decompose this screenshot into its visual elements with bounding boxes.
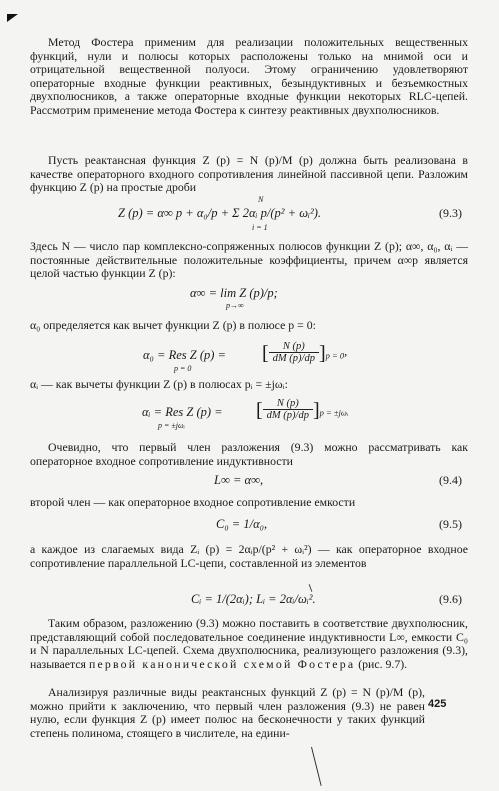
fraction-denominator: dM (p)/dp (266, 410, 309, 421)
equation-9-3-sum-lower: i = 1 (252, 223, 268, 232)
figure-reference: (рис. 9.7). (358, 656, 408, 671)
paragraph-foster-scheme-text: Таким образом, разложению (9.3) можно поставить в соответствие двухполюсник, представляющий собой последовательное соединение индуктивности L∞, емкости C₀ и N параллельных LC-цепей. Схема двухполюсника, реализующего разложения (9.3), называется (30, 616, 468, 671)
paragraph-lc-circuit: а каждое из слагаемых вида Zᵢ (p) = 2αᵢp/(p² + ωᵢ²) — как операторное входное сопротивление параллельной LC-цепи, составленной из элементов (30, 542, 468, 570)
paragraph-inductance: Очевидно, что первый член разложения (9.3) можно рассматривать как операторное входное сопротивление индуктивности (30, 440, 468, 468)
paragraph-foster-intro: Метод Фостера применим для реализации положительных вещественных функций, нули и полюсы которых расположены только на мнимой оси и отрицательной вещественной полуоси. Этому ограничению удовлетворяют операторные входные функции реактивных, безындуктивных и безъемкостных двухполюсников, а также операторные входные функции некоторых RLC-цепей. Рассмотрим применение метода Фостера к синтезу реактивных двухполюсников. (30, 35, 468, 117)
paragraph-reactance-function: Пусть реактансная функция Z (p) = N (p)/M (p) должна быть реализована в качестве операторного входного сопротивления линейной пассивной цепи. Разложим функцию Z (p) на простые дроби (30, 153, 468, 195)
paragraph-capacitance: второй член — как операторное входное сопротивление емкости (30, 495, 356, 509)
equation-number-9-4: (9.4) (439, 473, 462, 487)
equation-alpha-zero (30, 341, 468, 373)
equation-9-3 (30, 195, 468, 232)
equation-alpha-infinity (30, 286, 468, 310)
paragraph-alpha-i: αᵢ — как вычеты функции Z (p) в полюсах pᵢ = ±jωᵢ: (30, 377, 288, 391)
equation-alpha-i-res-sub: p = ±jωᵢ (158, 421, 185, 430)
equation-9-6-text: Cᵢ = 1/(2αᵢ); Lᵢ = 2αᵢ/ωᵢ². (191, 592, 316, 606)
equation-9-5 (30, 517, 468, 537)
fraction-evaluation: p = ±jωᵢ (319, 407, 349, 418)
fraction-evaluation: p = 0 (325, 350, 345, 361)
equation-alpha-i-text: αᵢ = Res Z (p) = (142, 405, 223, 419)
equation-number-9-6: (9.6) (439, 592, 462, 606)
equation-9-5-text: C₀ = 1/α₀, (216, 517, 268, 531)
scan-mark (309, 584, 313, 592)
equation-number-9-5: (9.5) (439, 517, 462, 531)
pen-stroke (311, 747, 322, 786)
equation-9-6 (30, 592, 468, 612)
equation-9-4-text: L∞ = α∞, (214, 473, 264, 487)
corner-mark (7, 14, 18, 22)
paragraph-analysis: Анализируя различные виды реактансных функций Z (p) = N (p)/M (p), можно прийти к заключению, что первый член разложения (9.3) не равен нулю, если функция Z (p) имеет полюс на бесконечности у таких функций степень полинома, стоящего в числителе, на едини- (30, 685, 425, 740)
equation-alpha-zero-text: α₀ = Res Z (p) = (143, 348, 226, 362)
equation-number-9-3: (9.3) (439, 206, 462, 220)
equation-9-3-text: Z (p) = α∞ p + α₀/p + Σ 2αᵢ p/(p² + ωᵢ²). (118, 206, 322, 220)
fraction-denominator: dM (p)/dp (272, 353, 315, 364)
paragraph-foster-scheme (30, 617, 468, 671)
equation-alpha-zero-res-sub: p = 0 (174, 364, 192, 373)
fraction-numerator: N (p) (269, 341, 319, 353)
equation-alpha-zero-fraction: [ $\frac{N (p)}{dM (p)/dp}$ ]$_{p = 0}$, (262, 341, 348, 365)
equation-alpha-i-fraction: [ $\frac{N (p)}{dM (p)/dp}$ ]$_{p = \pm j\omega ᵢ}$ (256, 398, 349, 422)
page-number: 425 (428, 698, 447, 710)
paragraph-coefficients: Здесь N — число пар комплексно-сопряженных полюсов функции Z (p); α∞, α₀, αᵢ — постоянные действительные положительные коэффициенты, причем α∞p является целой частью функции Z (p): (30, 239, 468, 281)
equation-9-4 (30, 473, 468, 493)
equation-alpha-i (30, 398, 468, 432)
equation-9-3-sum-limits: N (258, 195, 264, 204)
paragraph-alpha-zero: α₀ определяется как вычет функции Z (p) в полюсе p = 0: (30, 318, 316, 332)
equation-alpha-infinity-limit: p→∞ (226, 301, 244, 310)
fraction-numerator: N (p) (263, 398, 313, 410)
term-first-canonical-scheme: первой канонической схемой Фостера (88, 656, 356, 671)
equation-alpha-infinity-text: α∞ = lim Z (p)/p; (190, 286, 278, 300)
